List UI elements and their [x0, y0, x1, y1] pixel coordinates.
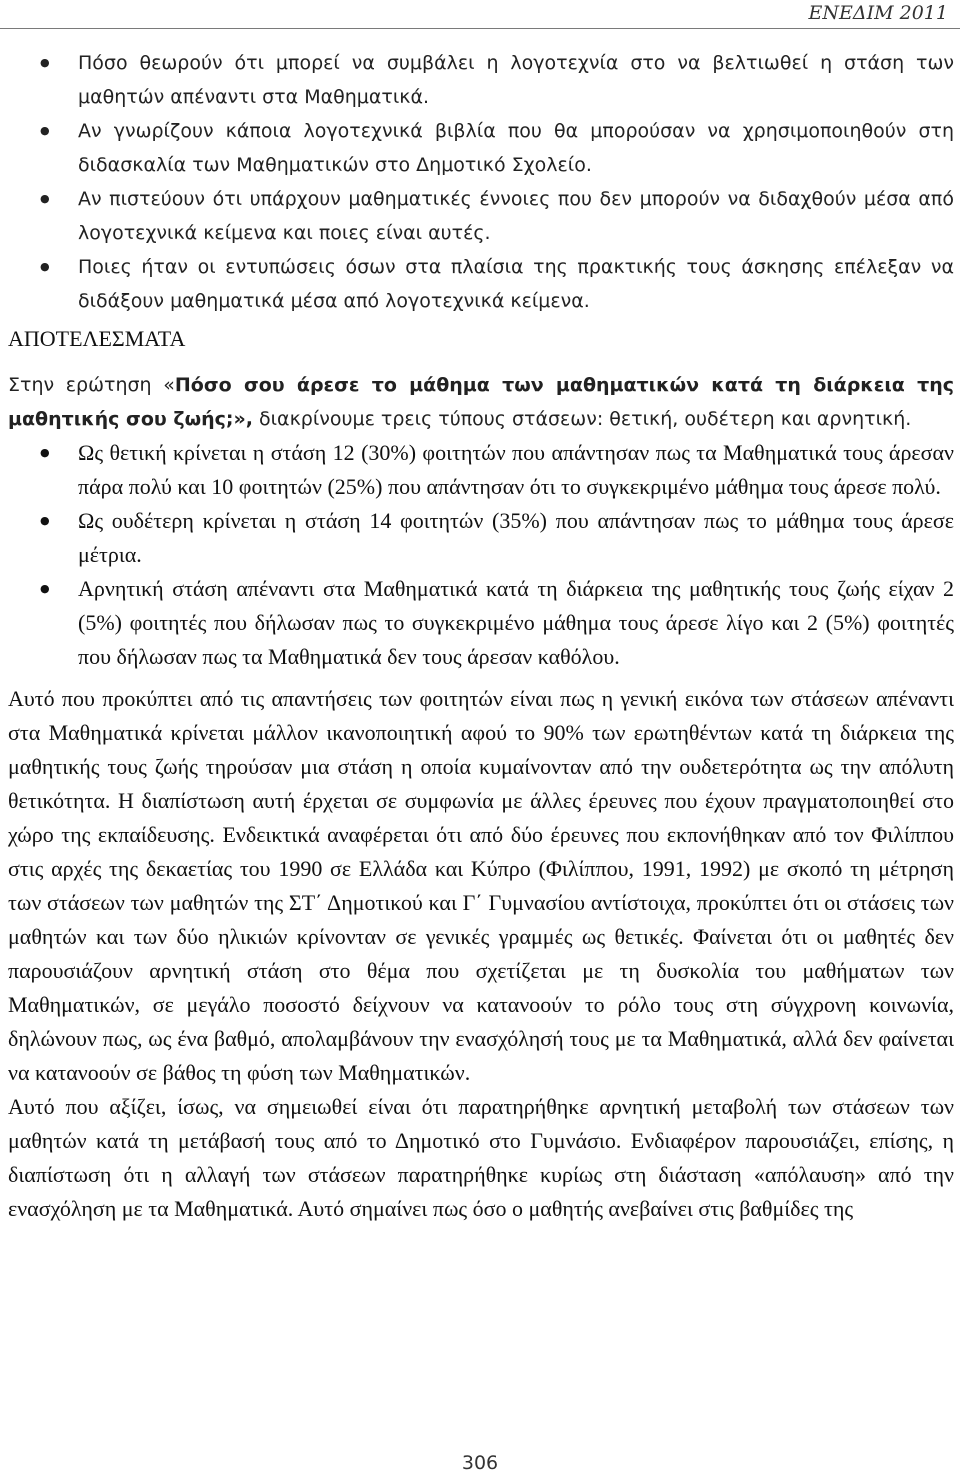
list-item: ● Αρνητική στάση απέναντι στα Μαθηματικά κατά τη διάρκεια της μαθητικής τους ζωής είχαν 2 (5%) φοιτητές που δήλωσαν πως το συγκεκριμένο μάθημα τους άρεσε λίγο και 2 (5%) φοιτητές που δήλωσαν πως τα Μαθηματικά δεν τους άρεσαν καθόλου. [8, 572, 954, 674]
method-questions-list [8, 46, 954, 318]
list-item: ● Ως θετική κρίνεται η στάση 12 (30%) φοιτητών που απάντησαν πως τα Μαθηματικά τους άρεσαν πάρα πολύ και 10 φοιτητών (25%) που απάντησαν ότι το συγκεκριμένο μάθημα τους άρεσε πολύ. [8, 436, 954, 504]
list-item: ● Αν πιστεύουν ότι υπάρχουν μαθηματικές έννοιες που δεν μπορούν να διδαχθούν μέσα από λογοτεχνικά κείμενα και ποιες είναι αυτές. [8, 182, 954, 250]
list-item: ● Πόσο θεωρούν ότι μπορεί να συμβάλει η λογοτεχνία στο να βελτιωθεί η στάση των μαθητών απέναντι στα Μαθηματικά. [8, 46, 954, 114]
list-item: ● Ποιες ήταν οι εντυπώσεις όσων στα πλαίσια της πρακτικής τους άσκησης επέλεξαν να διδάξουν μαθηματικά μέσα από λογοτεχνικά κείμενα. [8, 250, 954, 318]
list-item: ● Ως ουδέτερη κρίνεται η στάση 14 φοιτητών (35%) που απάντησαν πως το μάθημα τους άρεσε μέτρια. [8, 504, 954, 572]
question-prefix: Στην ερώτηση « [8, 374, 175, 396]
running-header [0, 0, 960, 29]
section-heading: ΑΠΟΤΕΛΕΣΜΑΤΑ [8, 326, 186, 351]
survey-question-paragraph [8, 368, 954, 436]
discussion-paragraph-continued: Αυτό που αξίζει, ίσως, να σημειωθεί είναι ότι παρατηρήθηκε αρνητική μεταβολή των στάσεων των μαθητών κατά τη μετάβασή τους από το Δημοτικό στο Γυμνάσιο. Ενδιαφέρον παρουσιάζει, επίσης, η διαπίστωση ότι η αλλαγή των στάσεων παρατηρήθηκε κυρίως στη διάσταση «απόλαυση» από την ενασχόληση με τα Μαθηματικά. Αυτό σημαίνει πως όσο ο μαθητής ανεβαίνει στις βαθμίδες της [8, 1094, 954, 1221]
page-number: 306 [461, 1452, 499, 1474]
question-text: Πόσο σου άρεσε το μάθημα των μαθηματικών κατά τη διάρκεια της μαθητικής σου ζωής;», [8, 374, 954, 430]
results-list [8, 436, 954, 674]
page-content [8, 46, 954, 1226]
discussion-paragraph: Αυτό που προκύπτει από τις απαντήσεις των φοιτητών είναι πως η γενική εικόνα των στάσεων απέναντι στα Μαθηματικά κρίνεται μάλλον ικανοποιητική αφού το 90% των ερωτηθέντων κατά τη διάρκεια της μαθητικής τους ζωής τηρούσαν μια στάση η οποία κυμαίνονταν από την ουδετερότητα ως την απόλυτη θετικότητα. Η διαπίστωση αυτή έρχεται σε συμφωνία με άλλες έρευνες που έχουν πραγματοποιηθεί στο χώρο της εκπαίδευσης. Ενδεικτικά αναφέρεται ότι από δύο έρευνες που εκπονήθηκαν από τον Φιλίππου στις αρχές της δεκαετίας του 1990 σε Ελλάδα και Κύπρο (Φιλίππου, 1991, 1992) με σκοπό τη μέτρηση των στάσεων των μαθητών της ΣΤ΄ Δημοτικού και Γ΄ Γυμνασίου αντίστοιχα, προκύπτει ότι οι στάσεις των μαθητών και των δύο ηλικιών κρίνονταν σε γενικές γραμμές ως θετικές. Φαίνεται ότι οι μαθητές δεν παρουσιάζουν αρνητική στάση στο θέμα που σχετίζεται με τη δυσκολία του μαθήματων των Μαθηματικών, σε μεγάλο ποσοστό δείχνουν να κατανοούν το ρόλο τους στη σύγχρονη κοινωνία, δηλώνουν πως, ως ένα βαθμό, απολαμβάνουν την ενασχόλησή τους με τα Μαθηματικά, αλλά δεν φαίνεται να κατανοούν σε βάθος τη φύση των Μαθηματικών. [8, 686, 954, 1085]
question-suffix: διακρίνουμε τρεις τύπους στάσεων: θετική, ουδέτερη και αρνητική. [252, 408, 912, 430]
header-title: ΕΝΕΔΙΜ 2011 [808, 2, 948, 24]
list-item: ● Αν γνωρίζουν κάποια λογοτεχνικά βιβλία που θα μπορούσαν να χρησιμοποιηθούν στη διδασκαλία των Μαθηματικών στο Δημοτικό Σχολείο. [8, 114, 954, 182]
